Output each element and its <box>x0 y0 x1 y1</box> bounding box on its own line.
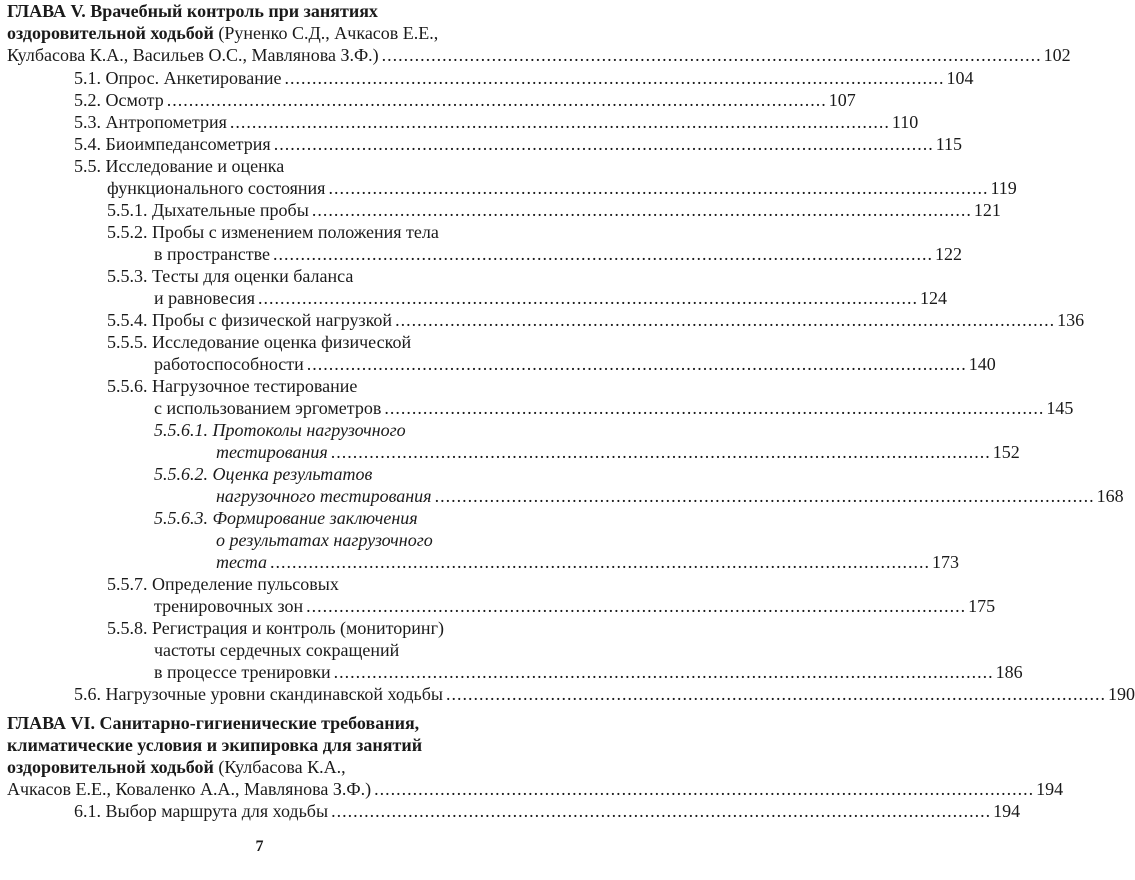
toc-entry-5-5-6-1-line-2: тестирования ........................................................................................................................ 152 <box>216 442 1020 462</box>
toc-entry-5-5-6-1-line-1: 5.5.6.1. Протоколы нагрузочного <box>154 420 406 440</box>
toc-entry-5-2: 5.2. Осмотр ........................................................................................................................ 107 <box>74 90 856 110</box>
toc-entry-5-5-6-2-line-1: 5.5.6.2. Оценка результатов <box>154 464 373 484</box>
toc-entry-5-5-8-line-2: частоты сердечных сокращений <box>154 640 400 660</box>
toc-entry-5-5-2-line-1: 5.5.2. Пробы с изменением положения тела <box>107 222 439 242</box>
toc-entry-5-5-8-line-3: в процессе тренировки ........................................................................................................................ 186 <box>154 662 1023 682</box>
toc-entry-5-5-8-line-1: 5.5.8. Регистрация и контроль (мониторинг) <box>107 618 444 638</box>
leader-dots: ........................................................................................................................ <box>311 200 972 220</box>
chapter-6-title-line-2: климатические условия и экипировка для занятий <box>7 735 423 755</box>
toc-entry-5-4: 5.4. Биоимпедансометрия ........................................................................................................................ 115 <box>74 134 963 154</box>
chapter-6-title-line-3: оздоровительной ходьбой (Кулбасова К.А., <box>7 757 346 777</box>
toc-entry-5-1: 5.1. Опрос. Анкетирование ........................................................................................................................ 104 <box>74 68 974 88</box>
toc-entry-5-5-5-line-1: 5.5.5. Исследование оценка физической <box>107 332 412 352</box>
toc-entry-5-5-6-line-1: 5.5.6. Нагрузочное тестирование <box>107 376 358 396</box>
toc-entry-5-5-6-2-line-2: нагрузочного тестирования ........................................................................................................................ 168 <box>216 486 1124 506</box>
toc-entry-5-5-7-line-1: 5.5.7. Определение пульсовых <box>107 574 339 594</box>
toc-entry-5-5-5-line-2: работоспособности ........................................................................................................................ 140 <box>154 354 996 374</box>
chapter-6-authors-line: Ачкасов Е.Е., Коваленко А.А., Мавлянова З.Ф.) ........................................................................................................................ 194 <box>7 779 1064 799</box>
toc-entry-5-5-1: 5.5.1. Дыхательные пробы ........................................................................................................................ 121 <box>107 200 1001 220</box>
toc-entry-5-5-6-3-line-3: теста ........................................................................................................................ 173 <box>216 552 959 572</box>
toc-entry-5-5-2-line-2: в пространстве ........................................................................................................................ 122 <box>154 244 963 264</box>
chapter-5-authors-line: Кулбасова К.А., Васильев О.С., Мавлянова З.Ф.) ........................................................................................................................ 102 <box>7 45 1071 65</box>
leader-dots: ........................................................................................................................ <box>258 288 918 308</box>
leader-dots: ........................................................................................................................ <box>395 310 1056 330</box>
leader-dots: ........................................................................................................................ <box>269 552 930 572</box>
toc-entry-5-5-4: 5.5.4. Пробы с физической нагрузкой ........................................................................................................................ 136 <box>107 310 1085 330</box>
leader-dots: ........................................................................................................................ <box>166 90 827 110</box>
leader-dots: ........................................................................................................................ <box>445 684 1106 704</box>
leader-dots: ........................................................................................................................ <box>374 779 1035 799</box>
page-ref: 102 <box>1043 45 1071 65</box>
toc-entry-6-1: 6.1. Выбор маршрута для ходьбы ........................................................................................................................ 194 <box>74 801 1021 821</box>
leader-dots: ........................................................................................................................ <box>306 354 967 374</box>
leader-dots: ........................................................................................................................ <box>384 398 1045 418</box>
leader-dots: ........................................................................................................................ <box>381 45 1042 65</box>
toc-entry-5-5-3-line-2: и равновесия ........................................................................................................................ 124 <box>154 288 947 308</box>
chapter-6-title-line-1: ГЛАВА VI. Санитарно-гигиенические требования, <box>7 713 420 733</box>
toc-entry-5-5-6-line-2: с использованием эргометров ........................................................................................................................ 145 <box>154 398 1074 418</box>
leader-dots: ........................................................................................................................ <box>229 112 890 132</box>
toc-entry-5-5-3-line-1: 5.5.3. Тесты для оценки баланса <box>107 266 354 286</box>
toc-entry-5-5-6-3-line-2: о результатах нагрузочного <box>216 530 433 550</box>
leader-dots: ........................................................................................................................ <box>273 134 934 154</box>
toc-entry-5-3: 5.3. Антропометрия ........................................................................................................................ 110 <box>74 112 919 132</box>
leader-dots: ........................................................................................................................ <box>333 662 994 682</box>
toc-entry-5-5-6-3-line-1: 5.5.6.3. Формирование заключения <box>154 508 418 528</box>
chapter-5-title-line-2: оздоровительной ходьбой (Руненко С.Д., Ачкасов Е.Е., <box>7 23 439 43</box>
page-number: 7 <box>255 838 264 855</box>
leader-dots: ........................................................................................................................ <box>434 486 1095 506</box>
toc-entry-5-5-line-2: функционального состояния ........................................................................................................................ 119 <box>107 178 1017 198</box>
leader-dots: ........................................................................................................................ <box>306 596 967 616</box>
leader-dots: ........................................................................................................................ <box>331 801 992 821</box>
leader-dots: ........................................................................................................................ <box>330 442 991 462</box>
toc-entry-5-6: 5.6. Нагрузочные уровни скандинавской ходьбы ........................................................................................................................ 190 <box>74 684 1135 704</box>
leader-dots: ........................................................................................................................ <box>273 244 934 264</box>
toc-entry-5-5-7-line-2: тренировочных зон ........................................................................................................................ 175 <box>154 596 996 616</box>
chapter-5-title-line-1: ГЛАВА V. Врачебный контроль при занятиях <box>7 1 378 21</box>
leader-dots: ........................................................................................................................ <box>328 178 989 198</box>
leader-dots: ........................................................................................................................ <box>284 68 945 88</box>
toc-entry-5-5-line-1: 5.5. Исследование и оценка <box>74 156 285 176</box>
